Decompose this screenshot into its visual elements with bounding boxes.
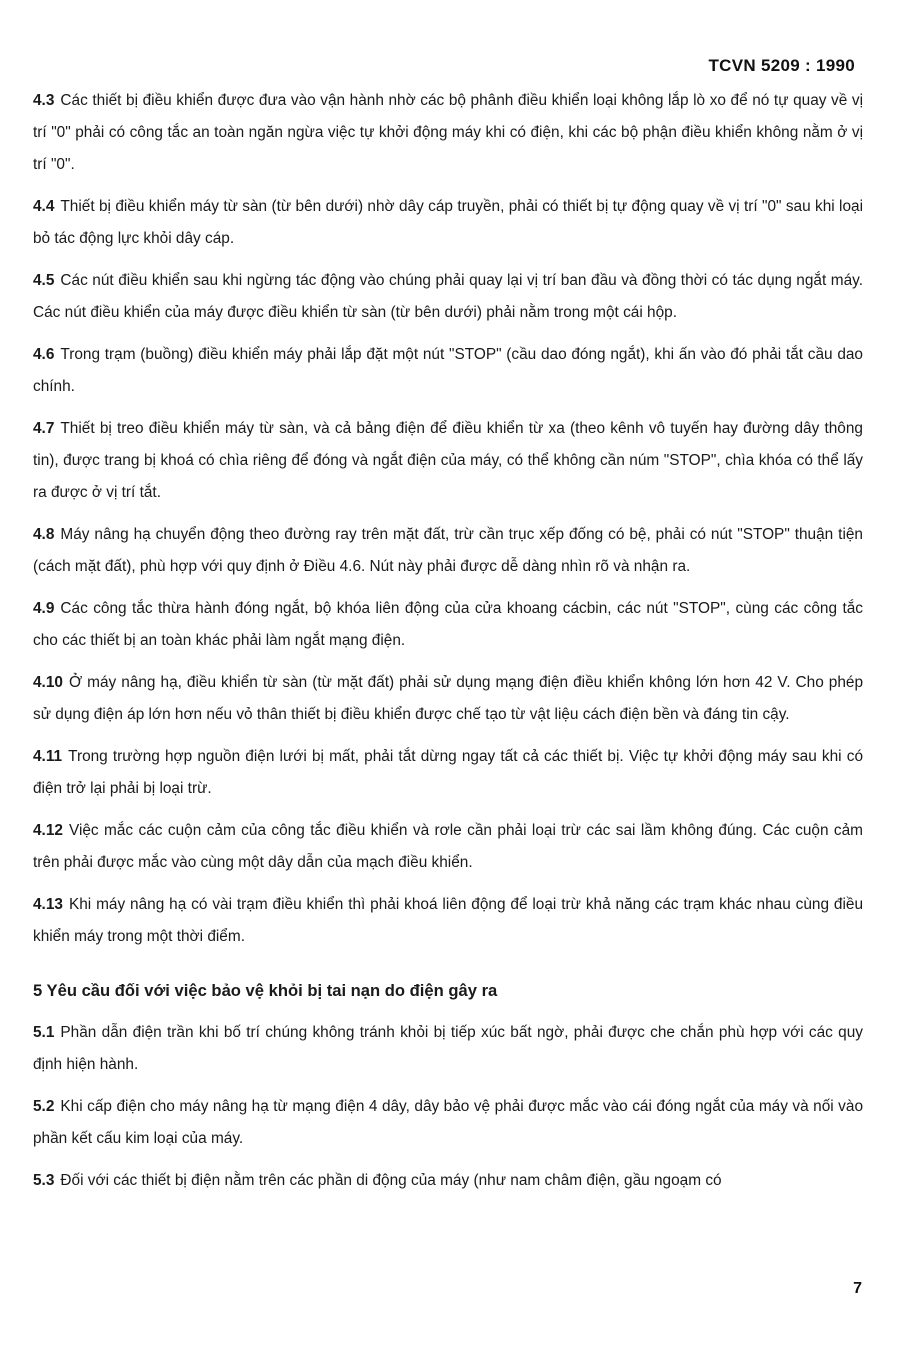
clause-4-5 — [33, 265, 863, 329]
clause-number: 4.4 — [33, 198, 55, 215]
document-body — [33, 85, 863, 1207]
clause-text: Các công tắc thừa hành đóng ngắt, bộ khóa liên động của cửa khoang cácbin, các nút "STOP", cùng các công tắc cho các thiết bị an toàn khác phải làm ngắt mạng điện. — [33, 600, 863, 649]
clause-text: Ở máy nâng hạ, điều khiển từ sàn (từ mặt đất) phải sử dụng mạng điện điều khiển không lớn hơn 42 V. Cho phép sử dụng điện áp lớn hơn nếu vỏ thân thiết bị điều khiển được chế tạo từ vật liệu cách điện bền và đáng tin cậy. — [33, 674, 863, 723]
clause-number: 4.3 — [33, 92, 55, 109]
clause-5-3 — [33, 1165, 863, 1197]
clause-4-11 — [33, 741, 863, 805]
clause-4-6 — [33, 339, 863, 403]
clause-text: Các nút điều khiển sau khi ngừng tác động vào chúng phải quay lại vị trí ban đầu và đồng thời có tác dụng ngắt máy. Các nút điều khiển của máy được điều khiển từ sàn (từ bên dưới) phải nằm trong một cái hộp. — [33, 272, 863, 321]
clause-number: 4.12 — [33, 822, 63, 839]
clause-number: 5.1 — [33, 1024, 55, 1041]
clause-number: 4.8 — [33, 526, 55, 543]
clause-text: Khi máy nâng hạ có vài trạm điều khiển thì phải khoá liên động để loại trừ khả năng các trạm khác nhau cùng điều khiển máy trong một thời điểm. — [33, 896, 863, 945]
clause-4-13 — [33, 889, 863, 953]
clause-text: Máy nâng hạ chuyển động theo đường ray trên mặt đất, trừ cần trục xếp đống có bệ, phải có nút "STOP" thuận tiện (cách mặt đất), phù hợp với quy định ở Điều 4.6. Nút này phải được dễ dàng nhìn rõ và nhận ra. — [33, 526, 863, 575]
clause-4-7 — [33, 413, 863, 509]
clause-number: 5.3 — [33, 1172, 55, 1189]
clause-4-10 — [33, 667, 863, 731]
clause-number: 4.6 — [33, 346, 55, 363]
clause-text: Phần dẫn điện trần khi bố trí chúng không tránh khỏi bị tiếp xúc bất ngờ, phải được che chắn phù hợp với các quy định hiện hành. — [33, 1024, 863, 1073]
clause-text: Khi cấp điện cho máy nâng hạ từ mạng điện 4 dây, dây bảo vệ phải được mắc vào cái đóng ngắt của máy và nối vào phần kết cấu kim loại của máy. — [33, 1098, 863, 1147]
clause-5-2 — [33, 1091, 863, 1155]
page-number: 7 — [853, 1280, 862, 1297]
clause-number: 4.9 — [33, 600, 55, 617]
clause-number: 4.13 — [33, 896, 63, 913]
clause-text: Trong trạm (buồng) điều khiển máy phải lắp đặt một nút "STOP" (cầu dao đóng ngắt), khi ấn vào đó phải tắt cầu dao chính. — [33, 346, 863, 395]
clause-4-8 — [33, 519, 863, 583]
clause-number: 5.2 — [33, 1098, 55, 1115]
clause-4-3 — [33, 85, 863, 181]
clause-text: Thiết bị treo điều khiển máy từ sàn, và cả bảng điện để điều khiển từ xa (theo kênh vô tuyến hay đường dây thông tin), được trang bị khoá có chìa riêng để đóng và ngắt điện của máy, có thể không cần núm "STOP", chìa khóa có thể lấy ra được ở vị trí tắt. — [33, 420, 863, 501]
clause-4-9 — [33, 593, 863, 657]
clause-5-1 — [33, 1017, 863, 1081]
clause-number: 4.5 — [33, 272, 55, 289]
clause-number: 4.10 — [33, 674, 63, 691]
section-heading: 5 Yêu cầu đối với việc bảo vệ khỏi bị tai nạn do điện gây ra — [33, 981, 498, 1000]
clause-text: Thiết bị điều khiển máy từ sàn (từ bên dưới) nhờ dây cáp truyền, phải có thiết bị tự động quay về vị trí "0" sau khi loại bỏ tác động lực khỏi dây cáp. — [33, 198, 863, 247]
clause-text: Việc mắc các cuộn cảm của công tắc điều khiển và rơle cần phải loại trừ các sai lầm không đúng. Các cuộn cảm trên phải được mắc vào cùng một dây dẫn của mạch điều khiển. — [33, 822, 863, 871]
clause-text: Trong trường hợp nguồn điện lưới bị mất, phải tắt dừng ngay tất cả các thiết bị. Việc tự khởi động máy sau khi có điện trở lại phải bị loại trừ. — [33, 748, 863, 797]
clause-4-4 — [33, 191, 863, 255]
clause-4-12 — [33, 815, 863, 879]
clause-text: Đối với các thiết bị điện nằm trên các phần di động của máy (như nam châm điện, gầu ngoạm có — [60, 1172, 722, 1189]
clause-number: 4.11 — [33, 748, 63, 765]
clause-number: 4.7 — [33, 420, 55, 437]
document-code: TCVN 5209 : 1990 — [708, 56, 855, 75]
clause-text: Các thiết bị điều khiển được đưa vào vận hành nhờ các bộ phânh điều khiển loại không lắp lò xo để nó tự quay về vị trí "0" phải có công tắc an toàn ngăn ngừa việc tự khởi động máy khi có điện, khi các bộ phận điều khiển không nằm ở vị trí "0". — [33, 92, 863, 173]
